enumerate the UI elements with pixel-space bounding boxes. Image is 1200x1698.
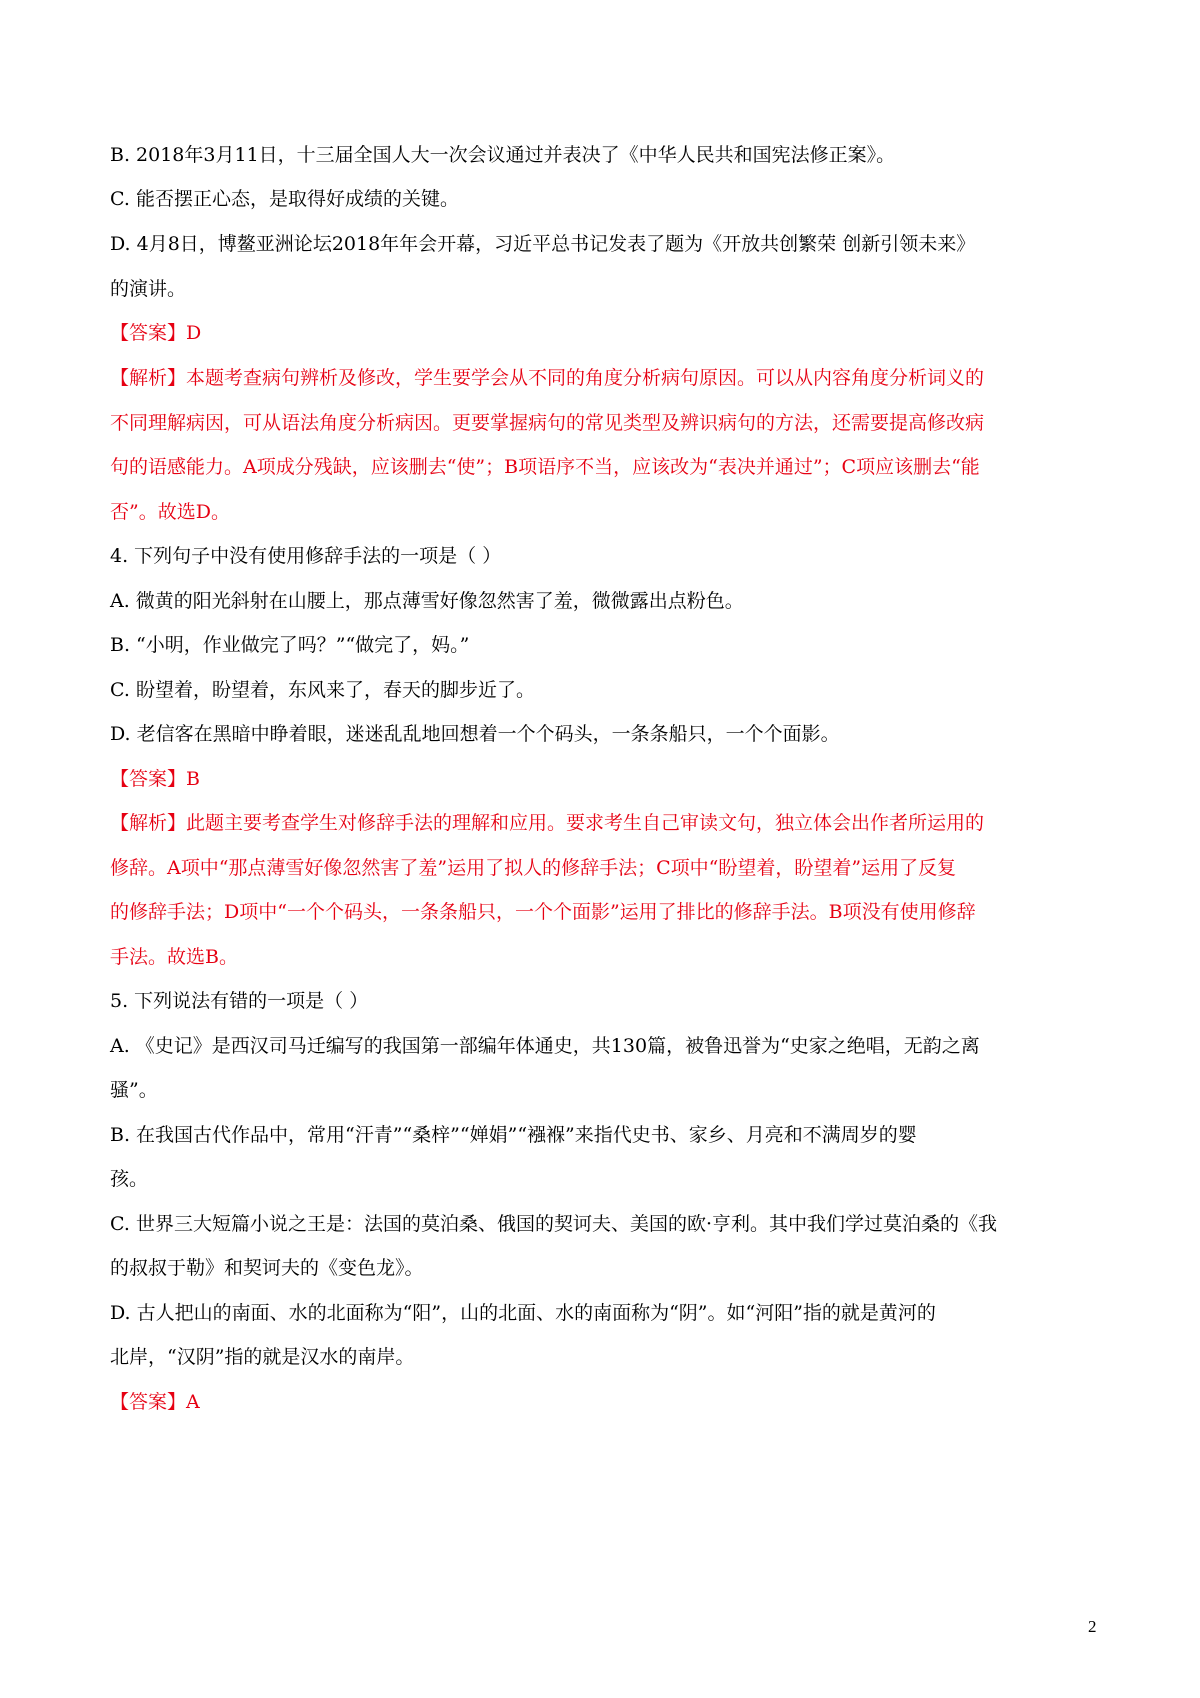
option-d-q4: D. 老信客在黑暗中睁着眼，迷迷乱乱地回想着一个个码头，一条条船只，一个个面影。 (110, 723, 840, 745)
option-b-q5: B. 在我国古代作品中，常用“汗青”“桑梓”“婵娟”“襁褓”来指代史书、家乡、月亮和不满周岁的婴 (110, 1124, 917, 1146)
analysis-q3-line2: 不同理解病因，可从语法角度分析病因。更要掌握病句的常见类型及辨识病句的方法，还需要提高修改病 (110, 412, 985, 434)
option-b-q4: B. “小明，作业做完了吗？”“做完了，妈。” (110, 634, 470, 656)
option-d-q3-cont: 的演讲。 (110, 278, 187, 300)
answer-tag: 【答案】 (110, 768, 187, 790)
option-c-q5: C. 世界三大短篇小说之王是：法国的莫泊桑、俄国的契诃夫、美国的欧·亨利。其中我们学过莫泊桑的《我 (110, 1213, 997, 1235)
analysis-q3-line3: 句的语感能力。A项成分残缺，应该删去“使”；B项语序不当，应该改为“表决并通过”；C项应该删去“能 (110, 456, 980, 478)
analysis-q4-line2: 修辞。A项中“那点薄雪好像忽然害了羞”运用了拟人的修辞手法；C项中“盼望着，盼望着”运用了反复 (110, 857, 957, 879)
option-a-q4: A. 微黄的阳光斜射在山腰上，那点薄雪好像忽然害了羞，微微露出点粉色。 (110, 590, 744, 612)
option-c-q4: C. 盼望着，盼望着，东风来了，春天的脚步近了。 (110, 679, 535, 701)
page-number: 2 (1088, 1617, 1097, 1636)
analysis-text: 本题考查病句辨析及修改，学生要学会从不同的角度分析病句原因。可以从内容角度分析词义的 (186, 367, 985, 389)
answer-value: A (186, 1391, 200, 1413)
analysis-q4-line4: 手法。故选B。 (110, 946, 238, 968)
answer-q3 (110, 321, 1110, 345)
option-b-q5-cont: 孩。 (110, 1168, 149, 1190)
option-b-q3: B. 2018年3月11日，十三届全国人大一次会议通过并表决了《中华人民共和国宪法修正案》。 (110, 144, 896, 166)
question-4: 4. 下列句子中没有使用修辞手法的一项是（ ） (110, 545, 502, 567)
answer-q5 (110, 1390, 1110, 1414)
analysis-q4-line3: 的修辞手法；D项中“一个个码头，一条条船只，一个个面影”运用了排比的修辞手法。B项没有使用修辞 (110, 901, 976, 923)
option-a-q5: A. 《史记》是西汉司马迁编写的我国第一部编年体通史，共130篇，被鲁迅誉为“史家之绝唱，无韵之离 (110, 1035, 980, 1057)
answer-tag: 【答案】 (110, 1391, 187, 1413)
analysis-q4 (110, 811, 1110, 835)
option-c-q5-cont: 的叔叔于勒》和契诃夫的《变色龙》。 (110, 1257, 424, 1279)
answer-q4 (110, 767, 1110, 791)
analysis-q3 (110, 366, 1110, 390)
option-d-q3: D. 4月8日，博鳌亚洲论坛2018年年会开幕，习近平总书记发表了题为《开放共创繁荣 创新引领未来》 (110, 233, 976, 255)
analysis-tag: 【解析】 (110, 812, 187, 834)
option-d-q5: D. 古人把山的南面、水的北面称为“阳”，山的北面、水的南面称为“阴”。如“河阳”指的就是黄河的 (110, 1302, 936, 1324)
answer-value: B (186, 768, 200, 790)
analysis-q3-line4: 否”。故选D。 (110, 501, 230, 523)
option-c-q3: C. 能否摆正心态，是取得好成绩的关键。 (110, 188, 459, 210)
answer-tag: 【答案】 (110, 322, 187, 344)
answer-value: D (186, 322, 202, 344)
analysis-tag: 【解析】 (110, 367, 187, 389)
option-d-q5-cont: 北岸，“汉阴”指的就是汉水的南岸。 (110, 1346, 415, 1368)
option-a-q5-cont: 骚”。 (110, 1079, 158, 1101)
analysis-text: 此题主要考查学生对修辞手法的理解和应用。要求考生自己审读文句，独立体会出作者所运用的 (186, 812, 985, 834)
question-5: 5. 下列说法有错的一项是（ ） (110, 990, 369, 1012)
